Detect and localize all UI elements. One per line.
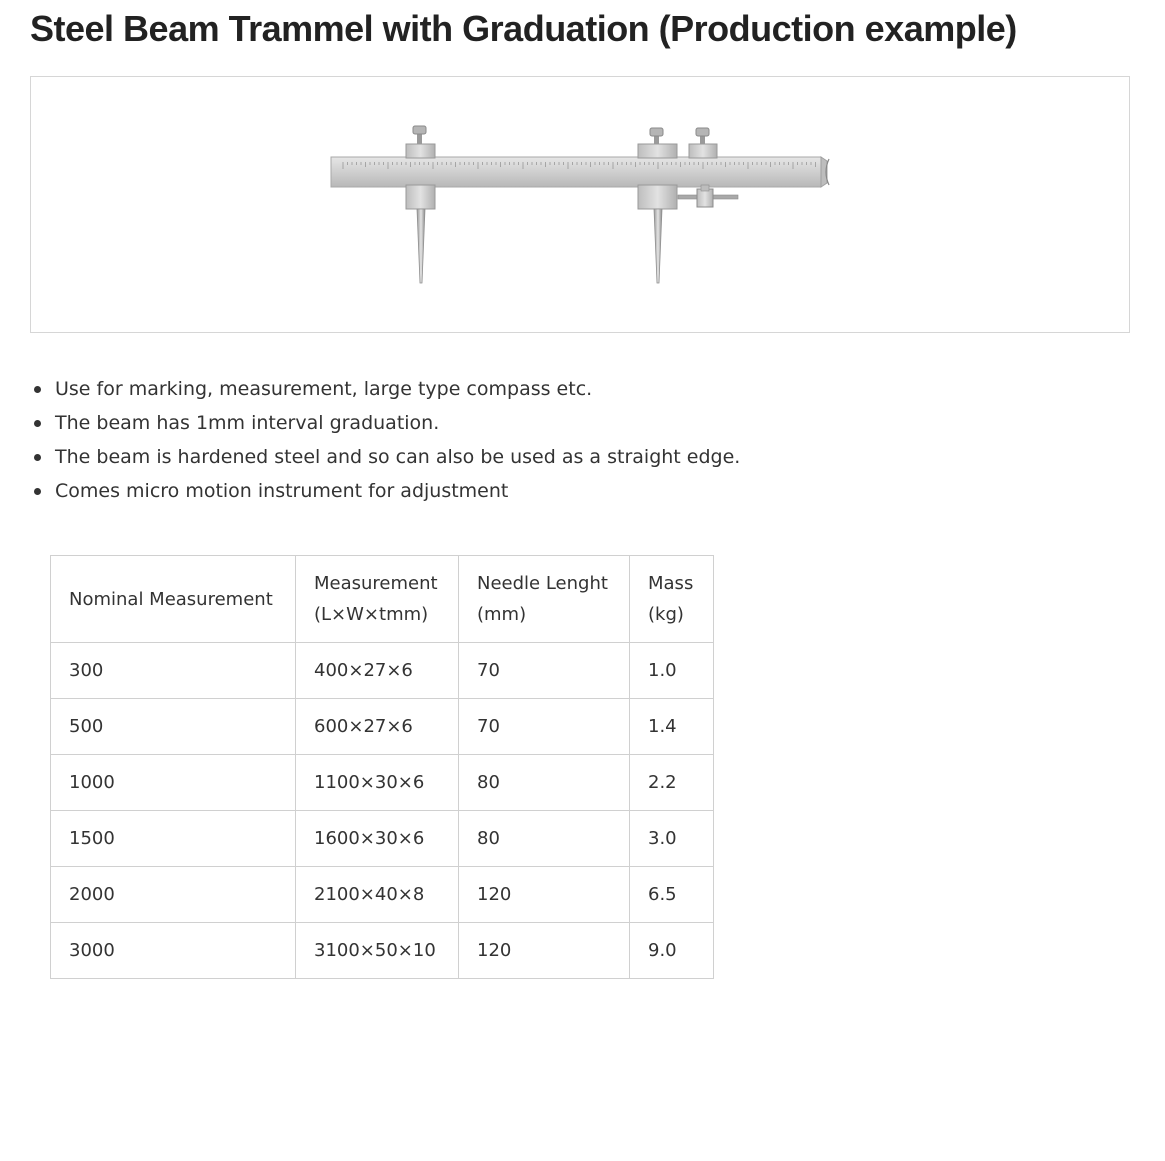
cell-mass: 9.0	[630, 923, 714, 979]
right-needle-head	[638, 128, 677, 283]
cell-nominal: 1500	[51, 811, 296, 867]
table-row	[51, 755, 714, 811]
table-header-row	[51, 556, 714, 643]
left-needle-head	[406, 126, 435, 283]
table-row	[51, 811, 714, 867]
cell-dimensions: 3100×50×10	[296, 923, 459, 979]
cell-needle-length: 120	[459, 923, 630, 979]
page-title: Steel Beam Trammel with Graduation (Production example)	[30, 8, 1017, 49]
cell-needle-length: 70	[459, 699, 630, 755]
cell-nominal: 2000	[51, 867, 296, 923]
table-row	[51, 867, 714, 923]
spec-table	[50, 555, 714, 979]
cell-dimensions: 600×27×6	[296, 699, 459, 755]
cell-nominal: 1000	[51, 755, 296, 811]
feature-list	[30, 372, 740, 508]
cell-dimensions: 400×27×6	[296, 643, 459, 699]
cell-mass: 1.4	[630, 699, 714, 755]
cell-mass: 3.0	[630, 811, 714, 867]
feature-item: Comes micro motion instrument for adjustment	[30, 474, 740, 508]
cell-needle-length: 70	[459, 643, 630, 699]
cell-nominal: 500	[51, 699, 296, 755]
cell-nominal: 3000	[51, 923, 296, 979]
cell-needle-length: 120	[459, 867, 630, 923]
table-row	[51, 923, 714, 979]
cell-needle-length: 80	[459, 811, 630, 867]
cell-mass: 2.2	[630, 755, 714, 811]
cell-dimensions: 1600×30×6	[296, 811, 459, 867]
cell-dimensions: 2100×40×8	[296, 867, 459, 923]
header-measurement: Measurement (L×W×tmm)	[296, 556, 459, 643]
cell-mass: 1.0	[630, 643, 714, 699]
feature-item: The beam has 1mm interval graduation.	[30, 406, 740, 440]
product-image-frame	[30, 76, 1130, 333]
header-mass: Mass (kg)	[630, 556, 714, 643]
cell-nominal: 300	[51, 643, 296, 699]
cell-mass: 6.5	[630, 867, 714, 923]
table-row	[51, 699, 714, 755]
cell-needle-length: 80	[459, 755, 630, 811]
feature-item: The beam is hardened steel and so can also be used as a straight edge.	[30, 440, 740, 474]
header-nominal-measurement: Nominal Measurement	[51, 556, 296, 643]
trammel-illustration	[31, 77, 1131, 334]
header-needle-length: Needle Lenght (mm)	[459, 556, 630, 643]
cell-dimensions: 1100×30×6	[296, 755, 459, 811]
feature-item: Use for marking, measurement, large type compass etc.	[30, 372, 740, 406]
beam	[331, 157, 829, 187]
table-row	[51, 643, 714, 699]
